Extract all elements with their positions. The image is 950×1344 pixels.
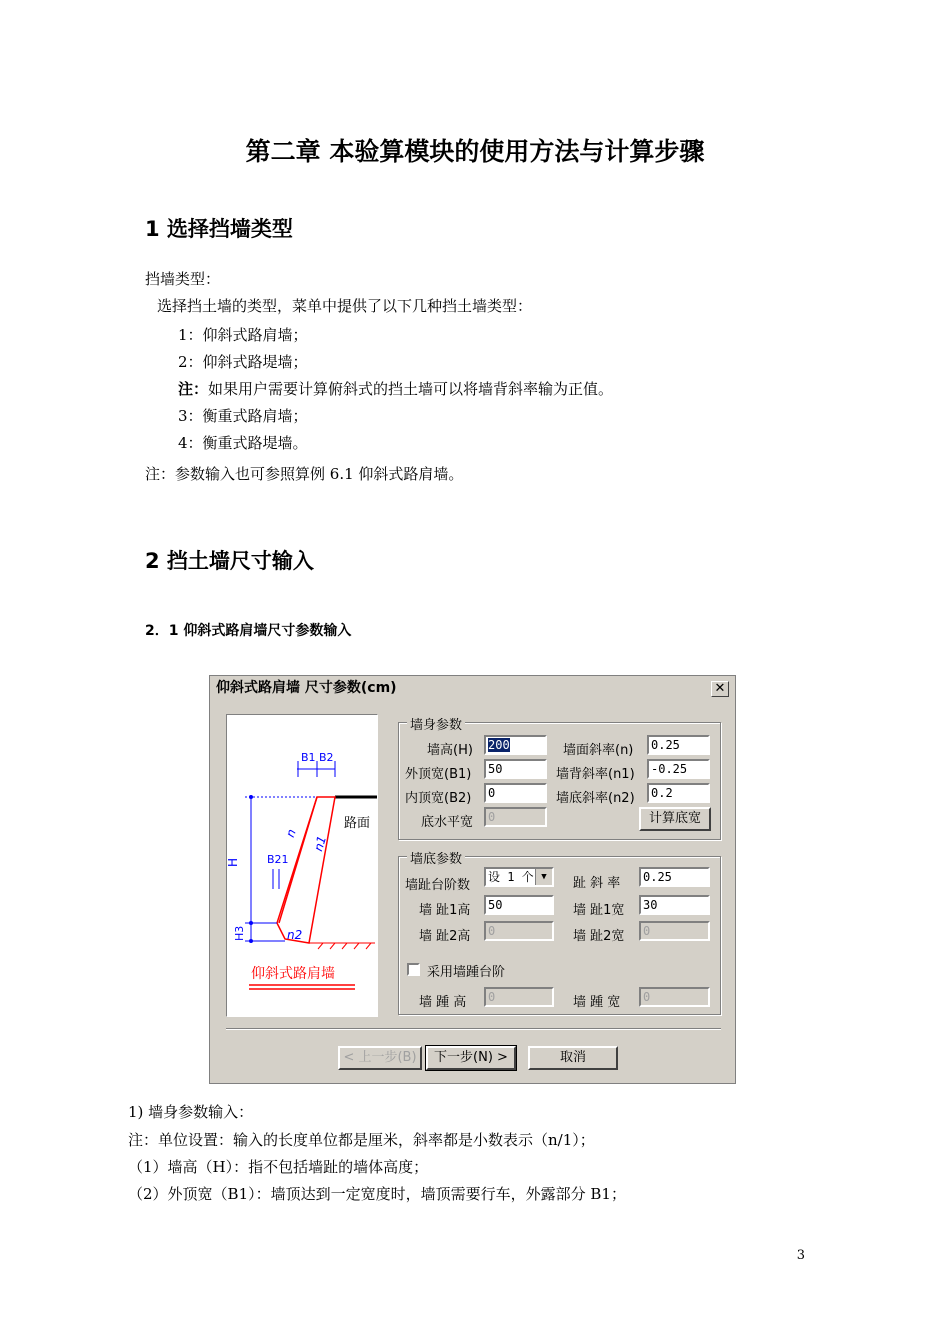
next-step-button[interactable]: 下一步(N) > (426, 1046, 516, 1070)
outer-top-width-input[interactable]: 50 (484, 759, 547, 779)
toe1-height-input[interactable]: 50 (484, 895, 554, 915)
face-slope-input[interactable]: 0.25 (647, 735, 710, 755)
toe-steps-label: 墙趾台阶数 (405, 878, 471, 893)
toe2-height-label: 墙 趾2高 (419, 929, 471, 944)
h3-label: H3 (233, 925, 246, 941)
n2-label: n2 (287, 928, 303, 942)
wall-base-group-title: 墙底参数 (407, 848, 465, 867)
toe1-height-label: 墙 趾1高 (419, 903, 471, 918)
wall-height-value: 200 (488, 738, 510, 752)
chapter-title: 第二章 本验算模块的使用方法与计算步骤 (245, 137, 705, 166)
toe-slope-label: 趾 斜 率 (573, 876, 621, 891)
list-item: 3：衡重式路肩墙； (178, 407, 308, 425)
footnote: 注：参数输入也可参照算例 6.1 仰斜式路肩墙。 (145, 465, 464, 483)
chevron-down-icon[interactable]: ▼ (535, 869, 552, 885)
list-item: 4：衡重式路堤墙。 (178, 434, 308, 452)
section1-title: 1 选择挡墙类型 (145, 217, 293, 241)
toe2-width-label: 墙 趾2宽 (573, 929, 625, 944)
param-outer-top-width: （2）外顶宽（B1）：墙顶达到一定宽度时，墙顶需要行车，外露部分 B1； (128, 1185, 626, 1203)
wall-base-group (398, 852, 721, 1015)
road-label: 路面 (344, 816, 371, 831)
heel-step-checkbox[interactable] (407, 963, 420, 976)
toe-steps-select[interactable] (484, 867, 554, 887)
dialog-divider (226, 1028, 721, 1030)
note-text: 如果用户需要计算俯斜式的挡土墙可以将墙背斜率输为正值。 (208, 380, 614, 398)
outer-top-width-label: 外顶宽(B1) (405, 767, 472, 782)
unit-note: 注：单位设置：输入的长度单位都是厘米，斜率都是小数表示（n/1）； (128, 1131, 595, 1149)
calc-base-width-button[interactable]: 计算底宽 (639, 807, 711, 831)
heel-width-label: 墙 踵 宽 (573, 995, 621, 1010)
toe1-width-label: 墙 趾1宽 (573, 903, 625, 918)
base-slope-label: 墙底斜率(n2) (556, 791, 635, 806)
heel-step-label: 采用墙踵台阶 (427, 965, 506, 980)
wall-body-group (398, 718, 721, 840)
wall-type-label: 挡墙类型： (145, 270, 221, 288)
wall-height-label: 墙高(H) (427, 743, 473, 758)
toe-slope-input[interactable]: 0.25 (639, 867, 710, 887)
section2-title: 2 挡土墙尺寸输入 (145, 549, 314, 573)
param-wall-height: （1）墙高（H）：指不包括墙趾的墙体高度； (128, 1158, 429, 1176)
note-label: 注： (178, 380, 209, 398)
face-slope-label: 墙面斜率(n) (563, 743, 634, 758)
b21-label: B21 (267, 853, 289, 866)
diagram-caption: 仰斜式路肩墙 (251, 966, 335, 982)
toe2-height-input[interactable]: 0 (484, 921, 554, 941)
cancel-button[interactable]: 取消 (528, 1046, 618, 1070)
wall-height-input[interactable] (484, 735, 547, 755)
page-number: 3 (796, 1248, 805, 1263)
list-item: 1：仰斜式路肩墙； (178, 326, 308, 344)
dialog-titlebar (212, 678, 733, 698)
wall-body-group-title: 墙身参数 (407, 714, 465, 733)
list-item: 2：仰斜式路堤墙； (178, 353, 308, 371)
item1: 1) 墙身参数输入： (128, 1103, 254, 1121)
inner-top-width-label: 内顶宽(B2) (405, 791, 472, 806)
heel-height-input[interactable]: 0 (484, 987, 554, 1007)
close-icon[interactable]: ✕ (711, 681, 729, 697)
back-slope-input[interactable]: -0.25 (647, 759, 710, 779)
wall-type-intro: 选择挡土墙的类型，菜单中提供了以下几种挡土墙类型： (157, 297, 533, 315)
h-label: H (227, 857, 240, 867)
inner-top-width-input[interactable]: 0 (484, 783, 547, 803)
wall-diagram (226, 714, 378, 1017)
section2-subtitle: 2．1 仰斜式路肩墙尺寸参数输入 (145, 623, 352, 639)
prev-step-button[interactable]: < 上一步(B) (338, 1046, 422, 1070)
back-slope-label: 墙背斜率(n1) (556, 767, 635, 782)
size-params-dialog (209, 675, 736, 1084)
note-line (178, 378, 613, 399)
heel-height-label: 墙 踵 高 (419, 995, 467, 1010)
n-label: n (283, 827, 299, 840)
dialog-title: 仰斜式路肩墙 尺寸参数(cm) (216, 680, 397, 696)
base-horizontal-width-input[interactable]: 0 (484, 807, 547, 827)
b1-label: B1 (301, 751, 316, 764)
retaining-wall-sketch (227, 715, 377, 1016)
heel-width-input[interactable]: 0 (639, 987, 710, 1007)
base-horizontal-width-label: 底水平宽 (421, 815, 474, 830)
base-slope-input[interactable]: 0.2 (647, 783, 710, 803)
n1-label: n1 (311, 834, 330, 853)
toe1-width-input[interactable]: 30 (639, 895, 710, 915)
b2-label: B2 (319, 751, 334, 764)
toe2-width-input[interactable]: 0 (639, 921, 710, 941)
toe-steps-value: 设 1 个 (488, 870, 534, 884)
